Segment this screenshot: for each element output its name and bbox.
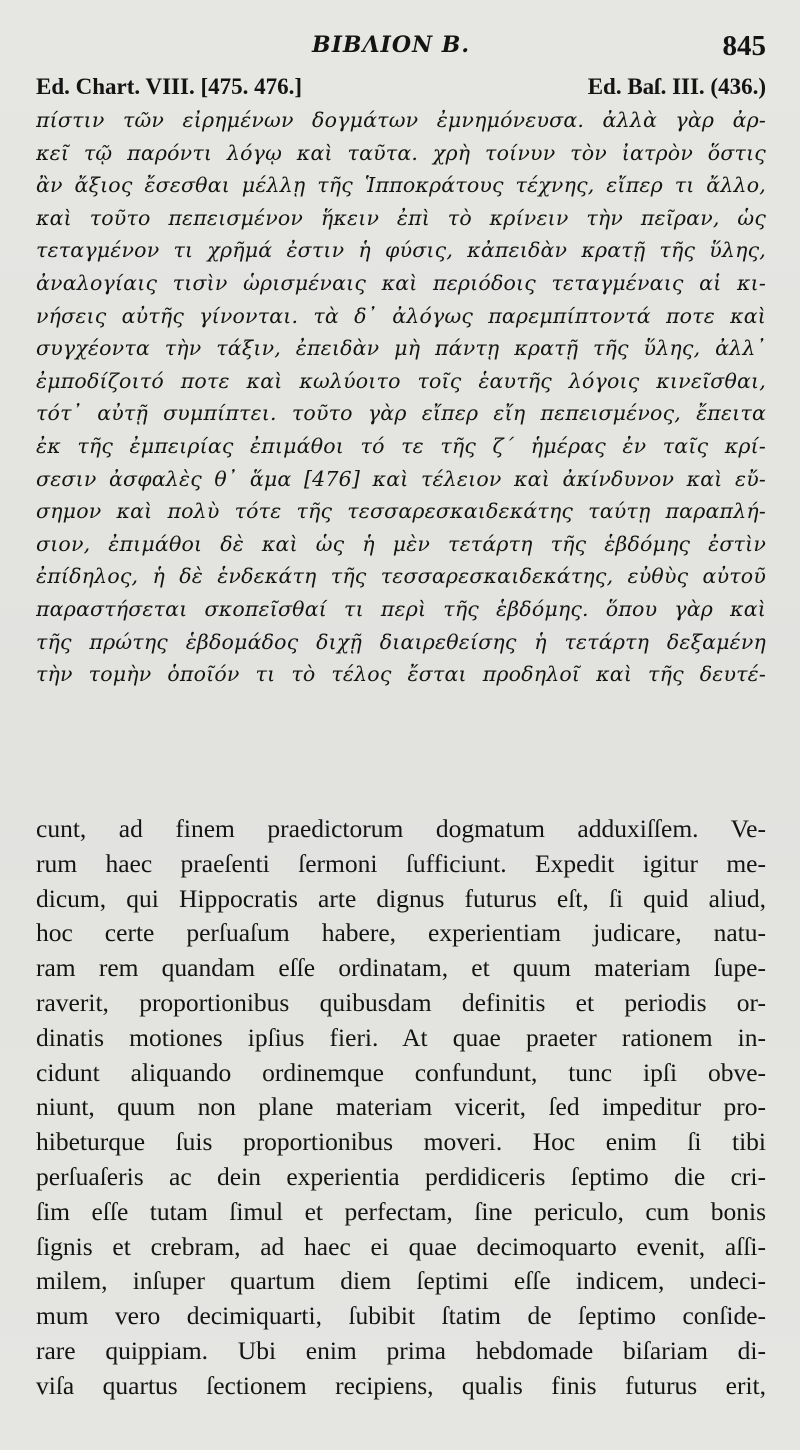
latin-line: dicum, qui Hippocratis arte dignus futurus eſt, ſi quid aliud, — [36, 883, 766, 913]
latin-line: milem, inſuper quartum diem ſeptimi eſſe indicem, undeci- — [36, 1266, 766, 1296]
greek-line: ἂν ἄξιος ἔσεσθαι μέλλῃ τῆς Ἱπποκράτους τέχνης, εἴπερ τι ἄλλο, — [36, 173, 766, 198]
running-title: BIBΛΙΟΝ B. — [312, 32, 471, 58]
latin-line: mum vero decimiquarti, ſubibit ſtatim de ſeptimo conſide- — [36, 1301, 766, 1331]
latin-line: rare quippiam. Ubi enim prima hebdomade biſariam di- — [36, 1335, 766, 1365]
latin-text-block — [36, 812, 766, 1404]
greek-line: καὶ τοῦτο πεπεισμένον ἥκειν ἐπὶ τὸ κρίνειν τὴν πεῖραν, ὡς — [36, 205, 766, 230]
edition-references — [36, 74, 766, 104]
running-head — [0, 32, 800, 62]
edition-chart-reference: Ed. Chart. VIII. [475. 476.] — [36, 74, 303, 99]
latin-line: niunt, quum non plane materiam vicerit, ſed impeditur pro- — [36, 1092, 766, 1122]
greek-line: συγχέοντα τὴν τάξιν, ἐπειδὰν μὴ πάντῃ κρατῇ τῆς ὕλης, ἀλλ᾽ — [36, 336, 766, 361]
latin-line: hibeturque ſuis proportionibus moveri. Hoc enim ſi tibi — [36, 1127, 766, 1157]
greek-text-block — [36, 104, 766, 691]
greek-line: πίστιν τῶν εἰρημένων δογμάτων ἐμνημόνευσα. ἀλλὰ γὰρ ἀρ- — [36, 108, 766, 132]
greek-line: σημον καὶ πολὺ τότε τῆς τεσσαρεσκαιδεκάτης ταύτῃ παραπλή- — [36, 499, 766, 524]
greek-line: τὴν τομὴν ὁποῖόν τι τὸ τέλος ἔσται προδηλοῖ καὶ τῆς δευτέ- — [36, 662, 766, 687]
greek-line: τῆς πρώτης ἑβδομάδος διχῇ διαιρεθείσης ἡ τετάρτη δεξαμένη — [36, 629, 766, 654]
greek-line: νήσεις αὐτῆς γίνονται. τὰ δ᾽ ἀλόγως παρεμπίπτοντά ποτε καὶ — [36, 303, 766, 328]
latin-line: viſa quartus ſectionem recipiens, qualis finis futurus erit, — [36, 1370, 766, 1400]
latin-line: cunt, ad finem praedictorum dogmatum adduxiſſem. Ve- — [36, 814, 766, 843]
greek-line: ἐκ τῆς ἐμπειρίας ἐπιμάθοι τό τε τῆς ζ΄ ἡμέρας ἐν ταῖς κρί- — [36, 433, 766, 458]
latin-line: ſim eſſe tutam ſimul et perfectam, ſine periculo, cum bonis — [36, 1196, 766, 1226]
greek-line: ἐμποδίζοιτό ποτε καὶ κωλύοιτο τοῖς ἑαυτῆς λόγοις κινεῖσθαι, — [36, 368, 766, 393]
greek-line: ἀναλογίαις τισὶν ὡρισμέναις καὶ περιόδοις τεταγμέναις αἱ κι- — [36, 270, 766, 295]
latin-line: cidunt aliquando ordinemque confundunt, tunc ipſi obve- — [36, 1057, 766, 1087]
latin-line: ſignis et crebram, ad haec ei quae decimoquarto evenit, aſſi- — [36, 1231, 766, 1261]
latin-line: raverit, proportionibus quibusdam definitis et periodis or- — [36, 987, 766, 1017]
latin-line: perſuaſeris ac dein experientia perdidiceris ſeptimo die cri- — [36, 1161, 766, 1191]
latin-line: ram rem quandam eſſe ordinatam, et quum materiam ſupe- — [36, 953, 766, 983]
greek-line: ἐπίδηλος, ἡ δὲ ἑνδεκάτη τῆς τεσσαρεσκαιδεκάτης, εὐθὺς αὐτοῦ — [36, 564, 766, 589]
edition-basel-reference: Ed. Baſ. III. (436.) — [587, 74, 766, 99]
greek-line: σεσιν ἀσφαλὲς θ᾽ ἅμα [476] καὶ τέλειον καὶ ἀκίνδυνον καὶ εὔ- — [36, 466, 766, 491]
latin-line: hoc certe perſuaſum habere, experientiam judicare, natu- — [36, 918, 766, 948]
greek-line: παραστήσεται σκοπεῖσθαί τι περὶ τῆς ἑβδόμης. ὅπου γὰρ καὶ — [36, 596, 766, 621]
page-number: 845 — [722, 30, 766, 62]
greek-line: κεῖ τῷ παρόντι λόγῳ καὶ ταῦτα. χρὴ τοίνυν τὸν ἰατρὸν ὅστις — [36, 140, 766, 165]
greek-line: σιον, ἐπιμάθοι δὲ καὶ ὡς ἡ μὲν τετάρτη τῆς ἑβδόμης ἐστὶν — [36, 531, 766, 556]
greek-line: τότ᾽ αὐτῇ συμπίπτει. τοῦτο γὰρ εἴπερ εἴη πεπεισμένος, ἔπειτα — [36, 401, 766, 426]
latin-line: rum haec praeſenti ſermoni ſufficiunt. Expedit igitur me- — [36, 848, 766, 878]
latin-line: dinatis motiones ipſius fieri. At quae praeter rationem in- — [36, 1022, 766, 1052]
greek-line: τεταγμένον τι χρῆμά ἐστιν ἡ φύσις, κἀπειδὰν κρατῇ τῆς ὕλης, — [36, 238, 766, 263]
